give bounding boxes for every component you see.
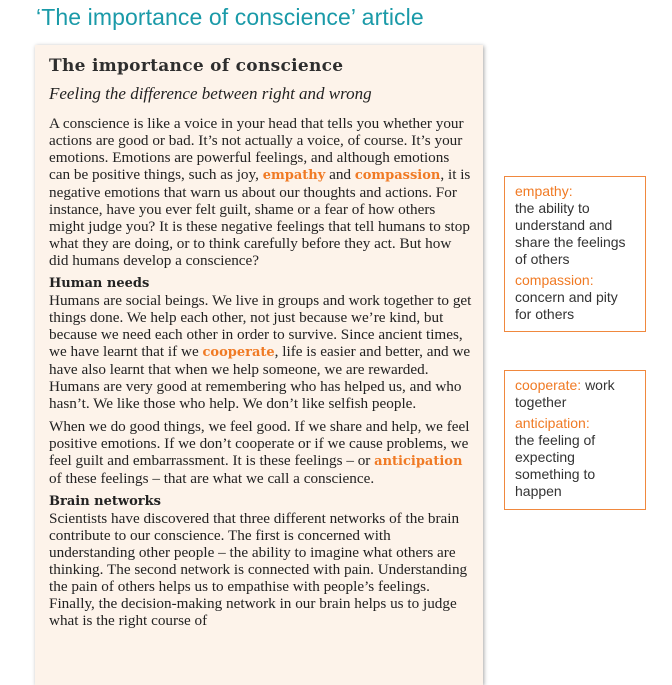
- glossary-entry: [515, 415, 637, 500]
- article-panel: [35, 45, 483, 685]
- glossary-entry: [515, 377, 637, 411]
- paragraph-brain-networks: Scientists have discovered that three different networks of the brain contribute to our conscience. The first is concerned with understanding other people – the ability to imagine what others are thinking. The second network is connected with pain. Understanding the pain of others helps us to empathise with people’s feelings. Finally, the decision-making network in our brain helps us to judge what is the right course of: [49, 510, 468, 629]
- page-heading: ‘The importance of conscience’ article: [36, 4, 424, 30]
- paragraph-text: When we do good things, we feel good. If we share and help, we feel positive emotions. If we don’t cooperate or if we cause problems, we feel guilt and embarrassment. It is these feelings – or: [49, 418, 470, 469]
- glossary-entry: [515, 272, 637, 323]
- article-subtitle: Feeling the difference between right and wrong: [49, 84, 372, 103]
- keyword-compassion: compassion: [354, 168, 441, 183]
- section-heading-human-needs: Human needs: [49, 276, 150, 291]
- keyword-anticipation: anticipation: [374, 454, 463, 469]
- glossary-definition: concern and pity for others: [515, 289, 618, 322]
- glossary-entry: [515, 183, 637, 268]
- glossary-term: anticipation:: [515, 415, 590, 431]
- glossary-box-2: [504, 370, 646, 510]
- paragraph-text: and: [325, 166, 355, 183]
- paragraph-text: , it is negative emotions that warn us about our thoughts and actions. For instance, have you ever felt guilt, shame or a fear of how others might judge you? It is these negative feelings that tell humans to stop what they are doing, or to think carefully before they act. But how did humans develop a conscience?: [49, 166, 471, 269]
- glossary-definition: the feeling of expecting something to happen: [515, 432, 596, 499]
- glossary-term: cooperate:: [515, 377, 586, 393]
- paragraph-intro: [49, 115, 473, 269]
- paragraph-text: , life is easier and better, and we have also learnt that when we help someone, we are rewarded. Humans are very good at remembering who has helped us, and who hasn’t. We like those who help. We don’t like selfish people.: [49, 343, 471, 412]
- keyword-empathy: empathy: [262, 168, 326, 183]
- section-heading-brain-networks: Brain networks: [49, 494, 161, 509]
- paragraph-human-needs: [49, 292, 473, 412]
- glossary-definition: the ability to understand and share the feelings of others: [515, 200, 626, 267]
- glossary-definition: work together: [515, 377, 615, 410]
- keyword-cooperate: cooperate: [202, 345, 275, 360]
- paragraph-good-things: [49, 418, 473, 487]
- paragraph-text: of these feelings – that are what we call a conscience.: [49, 470, 375, 487]
- glossary-term: compassion:: [515, 272, 594, 288]
- glossary-term: empathy:: [515, 183, 573, 199]
- paragraph-text: Humans are social beings. We live in groups and work together to get things done. We help each other, not just because we’re kind, but because we need each other in order to survive. Since ancient times, we have learnt that if we: [49, 292, 472, 360]
- article-title: The importance of conscience: [49, 56, 344, 76]
- glossary-box-1: [504, 176, 646, 332]
- paragraph-text: A conscience is like a voice in your head that tells you whether your actions are good or bad. It’s not actually a voice, of course. It’s your emotions. Emotions are powerful feelings, and although emotions can be positive things, such as joy,: [49, 115, 464, 183]
